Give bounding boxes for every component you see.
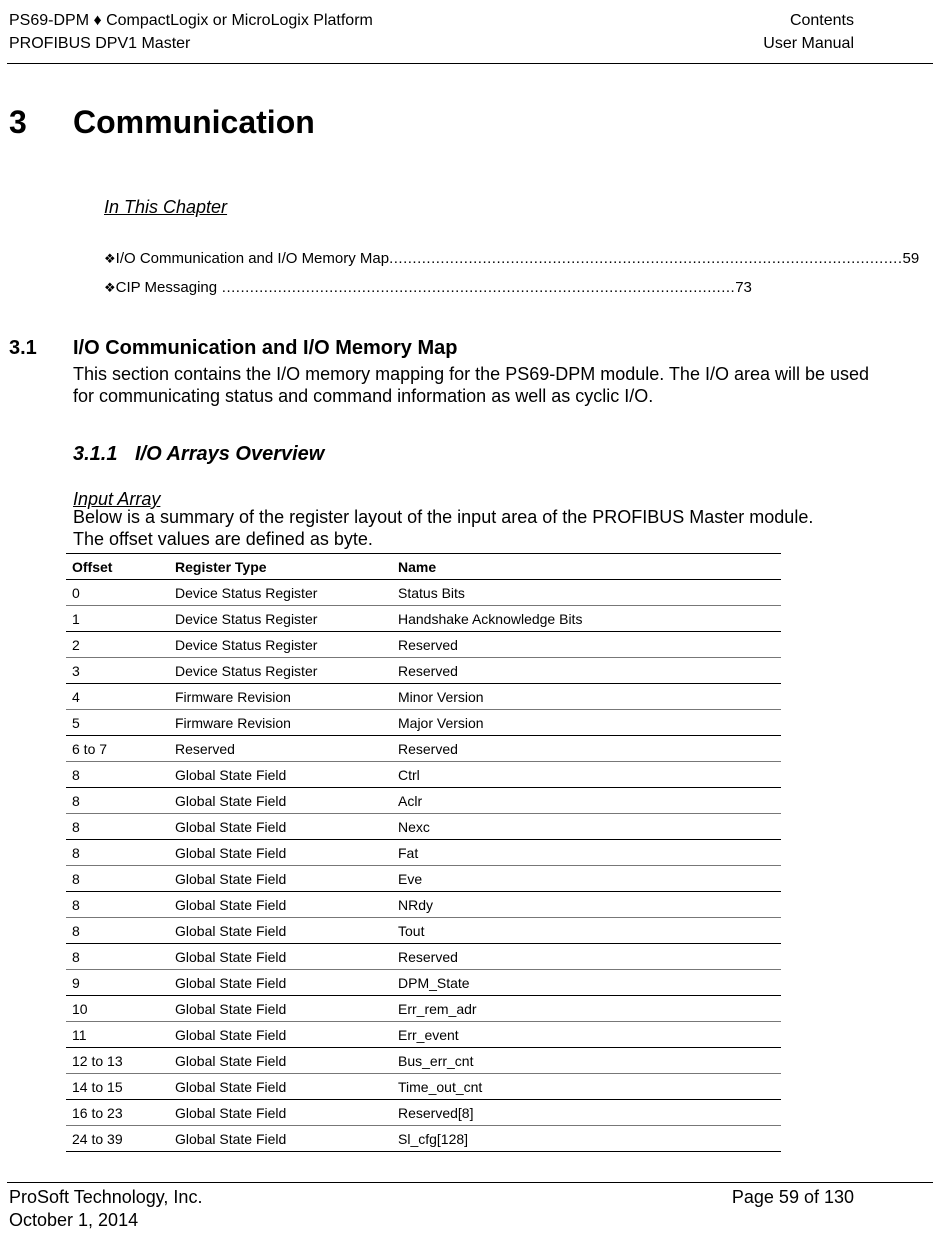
cell-offset: 8 [66, 892, 169, 918]
table-row [66, 996, 781, 1022]
cell-offset: 8 [66, 866, 169, 892]
cell-offset: 1 [66, 606, 169, 632]
section-number: 3.1 [9, 337, 37, 359]
in-this-chapter-heading: In This Chapter [104, 197, 228, 217]
cell-register-type: Device Status Register [169, 632, 392, 658]
cell-name: Reserved [392, 736, 781, 762]
toc-entry-text[interactable]: CIP Messaging [115, 279, 218, 296]
cell-offset: 9 [66, 970, 169, 996]
subsection-title: I/O Arrays Overview [135, 443, 325, 465]
table-row [66, 736, 781, 762]
bullet-icon: ❖ [104, 251, 116, 266]
footer-divider [7, 1182, 933, 1183]
cell-offset: 14 to 15 [66, 1074, 169, 1100]
cell-name: Major Version [392, 710, 781, 736]
subsection-heading [73, 443, 324, 466]
cell-register-type: Global State Field [169, 762, 392, 788]
table-row [66, 606, 781, 632]
table-row [66, 970, 781, 996]
cell-name: Status Bits [392, 580, 781, 606]
column-header-name: Name [392, 554, 781, 580]
cell-register-type: Global State Field [169, 918, 392, 944]
column-header-register-type: Register Type [169, 554, 392, 580]
table-row [66, 1048, 781, 1074]
header-manual: User Manual [763, 35, 854, 52]
table-row [66, 788, 781, 814]
page-header-right [763, 9, 854, 55]
cell-name: Fat [392, 840, 781, 866]
cell-register-type: Device Status Register [169, 606, 392, 632]
cell-offset: 16 to 23 [66, 1100, 169, 1126]
chapter-toc [104, 238, 920, 296]
cell-register-type: Device Status Register [169, 658, 392, 684]
footer-company: ProSoft Technology, Inc. [9, 1187, 203, 1207]
cell-register-type: Global State Field [169, 944, 392, 970]
column-header-offset: Offset [66, 554, 169, 580]
toc-entry-text[interactable]: I/O Communication and I/O Memory Map [115, 250, 390, 267]
cell-name: Err_event [392, 1022, 781, 1048]
table-row [66, 866, 781, 892]
toc-entry-page[interactable]: 59 [902, 250, 920, 267]
cell-name: Reserved [392, 658, 781, 684]
cell-register-type: Global State Field [169, 840, 392, 866]
table-row [66, 580, 781, 606]
cell-register-type: Global State Field [169, 814, 392, 840]
table-header-row [66, 554, 781, 580]
section-body: This section contains the I/O memory mapping for the PS69-DPM module. The I/O area will be used for communicating status and command information as well as cyclic I/O. [73, 364, 870, 406]
toc-leader: .............................................................................................................. [217, 279, 736, 296]
cell-name: Nexc [392, 814, 781, 840]
header-product: PS69-DPM ♦ CompactLogix or MicroLogix Platform [9, 12, 373, 29]
cell-name: Ctrl [392, 762, 781, 788]
footer-page-number: Page 59 of 130 [731, 1187, 854, 1207]
cell-offset: 10 [66, 996, 169, 1022]
cell-name: Minor Version [392, 684, 781, 710]
toc-leader: .............................................................................................................. [389, 250, 903, 267]
cell-offset: 4 [66, 684, 169, 710]
cell-offset: 11 [66, 1022, 169, 1048]
input-array-heading: Input Array [73, 489, 161, 509]
cell-name: Sl_cfg[128] [392, 1126, 781, 1152]
header-contents: Contents [789, 12, 854, 29]
cell-offset: 8 [66, 840, 169, 866]
cell-register-type: Global State Field [169, 1022, 392, 1048]
cell-name: Err_rem_adr [392, 996, 781, 1022]
table-row [66, 814, 781, 840]
section-title: I/O Communication and I/O Memory Map [73, 337, 458, 359]
table-row [66, 840, 781, 866]
register-table [66, 553, 781, 1152]
cell-name: Bus_err_cnt [392, 1048, 781, 1074]
cell-register-type: Firmware Revision [169, 684, 392, 710]
cell-offset: 5 [66, 710, 169, 736]
footer-date: October 1, 2014 [9, 1210, 139, 1230]
cell-name: Reserved[8] [392, 1100, 781, 1126]
table-row [66, 1022, 781, 1048]
cell-offset: 8 [66, 944, 169, 970]
cell-name: Reserved [392, 944, 781, 970]
cell-offset: 8 [66, 814, 169, 840]
table-row [66, 892, 781, 918]
cell-register-type: Reserved [169, 736, 392, 762]
cell-name: DPM_State [392, 970, 781, 996]
cell-name: Time_out_cnt [392, 1074, 781, 1100]
table-row [66, 762, 781, 788]
cell-register-type: Global State Field [169, 1074, 392, 1100]
cell-name: Eve [392, 866, 781, 892]
cell-register-type: Device Status Register [169, 580, 392, 606]
cell-register-type: Global State Field [169, 1126, 392, 1152]
toc-entry[interactable] [104, 267, 752, 296]
cell-register-type: Global State Field [169, 970, 392, 996]
table-row [66, 632, 781, 658]
header-subtitle: PROFIBUS DPV1 Master [9, 35, 191, 52]
chapter-title: Communication [73, 104, 315, 140]
cell-name: Reserved [392, 632, 781, 658]
cell-offset: 8 [66, 762, 169, 788]
input-array-body: Below is a summary of the register layout of the input area of the PROFIBUS Master module. The offset values are defined as byte. [73, 507, 814, 549]
cell-offset: 12 to 13 [66, 1048, 169, 1074]
cell-register-type: Firmware Revision [169, 710, 392, 736]
table-row [66, 658, 781, 684]
cell-register-type: Global State Field [169, 892, 392, 918]
subsection-number: 3.1.1 [73, 443, 118, 465]
table-row [66, 1100, 781, 1126]
cell-offset: 24 to 39 [66, 1126, 169, 1152]
cell-offset: 8 [66, 788, 169, 814]
cell-offset: 6 to 7 [66, 736, 169, 762]
cell-offset: 3 [66, 658, 169, 684]
chapter-number: 3 [9, 104, 27, 140]
toc-entry[interactable] [104, 238, 920, 267]
table-row [66, 1126, 781, 1152]
cell-register-type: Global State Field [169, 1100, 392, 1126]
toc-entry-page[interactable]: 73 [735, 279, 752, 296]
cell-register-type: Global State Field [169, 788, 392, 814]
cell-name: NRdy [392, 892, 781, 918]
register-table-body [66, 580, 781, 1152]
cell-register-type: Global State Field [169, 996, 392, 1022]
table-row [66, 1074, 781, 1100]
cell-name: Aclr [392, 788, 781, 814]
table-row [66, 710, 781, 736]
cell-register-type: Global State Field [169, 866, 392, 892]
cell-name: Tout [392, 918, 781, 944]
cell-offset: 0 [66, 580, 169, 606]
table-row [66, 918, 781, 944]
cell-name: Handshake Acknowledge Bits [392, 606, 781, 632]
cell-offset: 8 [66, 918, 169, 944]
table-row [66, 944, 781, 970]
page-footer-left [9, 1186, 202, 1232]
cell-register-type: Global State Field [169, 1048, 392, 1074]
table-row [66, 684, 781, 710]
header-divider [7, 63, 933, 64]
cell-offset: 2 [66, 632, 169, 658]
bullet-icon: ❖ [104, 280, 116, 295]
page-header-left [9, 9, 373, 55]
